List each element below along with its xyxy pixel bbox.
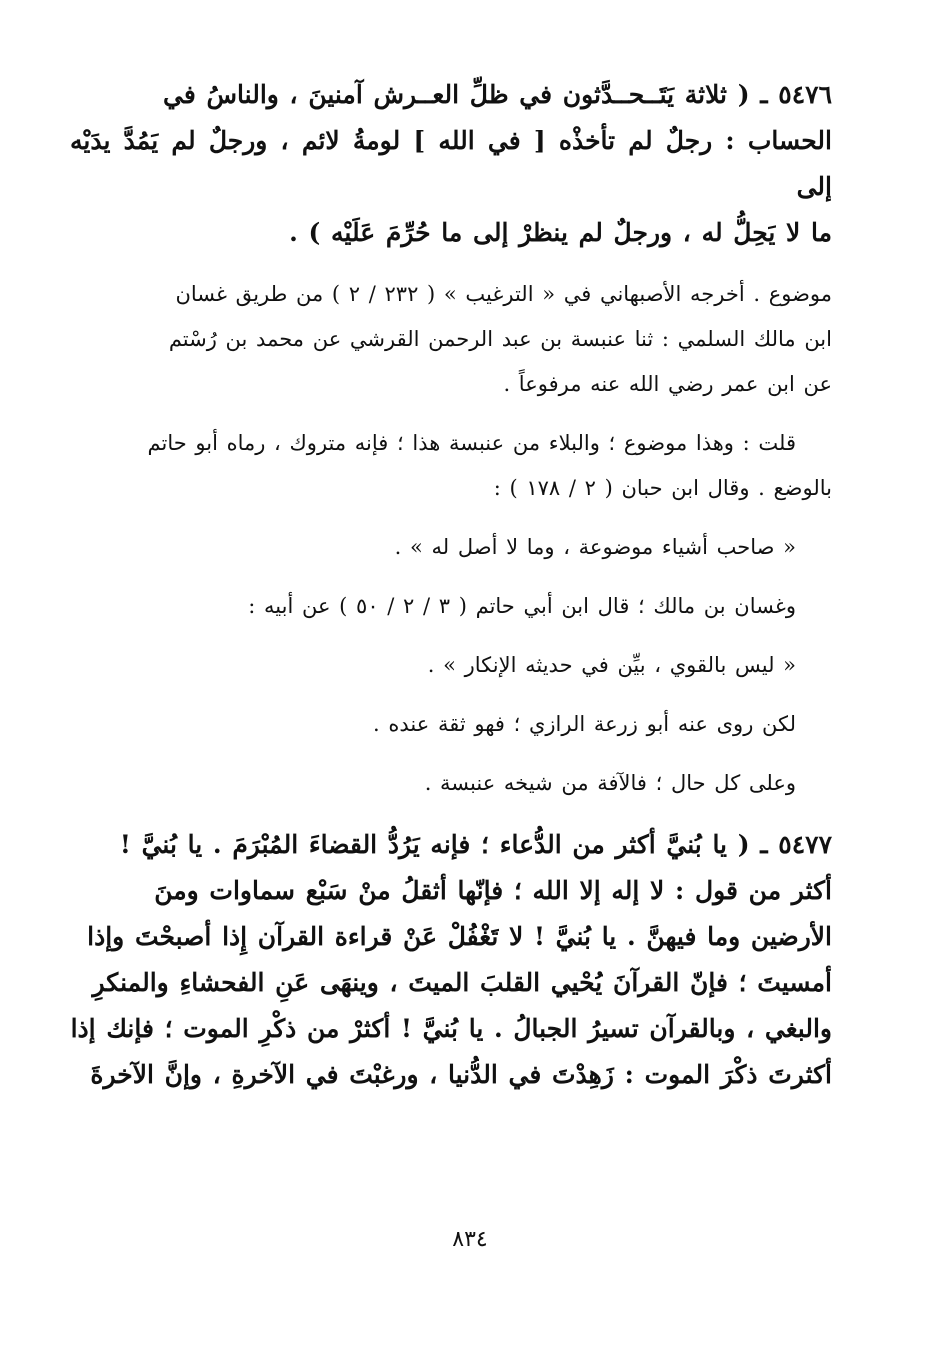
hadith-line: ما لا يَحِلُّ له ، ورجلٌ لم ينظرْ إلى ما حُرِّمَ عَلَيْه ) . [289,218,832,247]
hadith-line: ٥٤٧٦ ـ ( ثلاثة يَتَــحــدَّثون في ظلِّ العــرش آمنينَ ، والناسُ في [163,80,832,109]
quote-ibn-abi-hatim: « ليس بالقوي ، بيِّن في حديثه الإنكار » . [427,653,796,677]
takhrij-5476 [70,272,832,407]
hadith-5477 [70,822,832,1098]
comment-5476 [70,421,832,806]
comment-line: وعلى كل حال ؛ فالآفة من شيخه عنبسة . [424,771,796,795]
hadith-line: أمسيتَ ؛ فإنّ القرآنَ يُحْيي القلبَ الميتَ ، وينهَى عَنِ الفحشاءِ والمنكرِ [92,968,832,997]
hadith-line: الأرضين وما فيهنَّ . يا بُنيَّ ! لا تَغْفُلْ عَنْ قراءة القرآن إِذا أصبحْتَ وإذا [87,922,832,951]
hadith-line: أكثرتَ ذكْرَ الموت : زَهِدْتَ في الدُّنيا ، ورغبْتَ في الآخرةِ ، وإنَّ الآخرةَ [90,1060,832,1089]
page-body [70,72,832,1098]
hadith-line: ٥٤٧٧ ـ ( يا بُنيَّ أكثر من الدُّعاء ؛ فإنه يَرُدُّ القضاءَ المُبْرَمَ . يا بُنيَّ ! [119,830,832,859]
comment-line: وغسان بن مالك ؛ قال ابن أبي حاتم ( ٣ / ٢ / ٥٠ ) عن أبيه : [248,594,796,618]
hadith-5476 [70,72,832,256]
takhrij-line: عن ابن عمر رضي الله عنه مرفوعاً . [503,372,832,396]
hadith-line: والبغي ، وبالقرآن تسيرُ الجبالُ . يا بُنيَّ ! أكثرْ من ذكْرِ الموت ؛ فإنك إذا [70,1014,832,1043]
takhrij-line: ابن مالك السلمي : ثنا عنبسة بن عبد الرحمن القرشي عن محمد بن رُسْتم [168,327,832,351]
comment-line: بالوضع . وقال ابن حبان ( ٢ / ١٧٨ ) : [493,476,832,500]
page-number: ٨٣٤ [452,1227,488,1252]
quote-ibn-hibban: « صاحب أشياء موضوعة ، وما لا أصل له » . [394,535,796,559]
comment-line: لكن روى عنه أبو زرعة الرازي ؛ فهو ثقة عنده . [373,712,796,736]
comment-line: قلت : وهذا موضوع ؛ والبلاء من عنبسة هذا ؛ فإنه متروك ، رماه أبو حاتم [147,431,796,455]
hadith-line: الحساب : رجلٌ لم تأخذْه [ في الله ] لومةُ لائم ، ورجلٌ لم يَمُدَّ يدَيْه إلى [70,126,832,201]
hadith-line: أكثر من قول : لا إله إلا الله ؛ فإنّها أثقلُ منْ سَبْع سماوات ومنَ [154,876,832,905]
takhrij-line: موضوع . أخرجه الأصبهاني في « الترغيب » ( ٢٣٢ / ٢ ) من طريق غسان [175,282,832,306]
